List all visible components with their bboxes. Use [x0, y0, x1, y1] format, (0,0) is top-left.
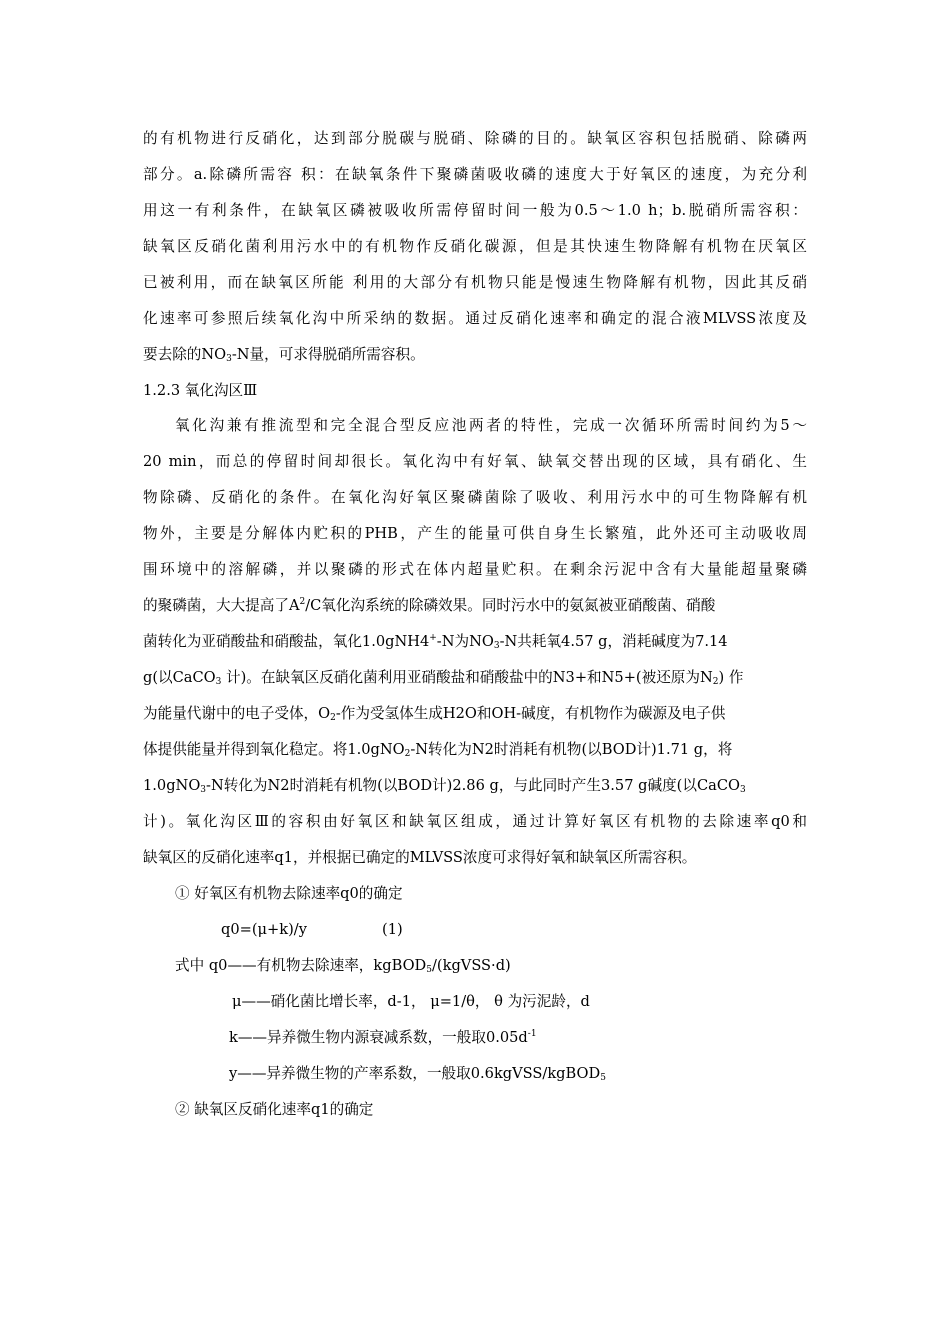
- text-line: k——异养微生物内源衰减系数，一般取$0.05d^{-1}$: [229, 1029, 537, 1046]
- text-line: y——异养微生物的产率系数，一般取0.6kgVSS/kgBOD$_5$: [229, 1065, 606, 1083]
- text-line: 要去除的$NO_3-N$量，可求得脱硝所需容积。: [143, 346, 425, 364]
- text-line: 计)。氧化沟区Ⅲ的容积由好氧区和缺氧区组成，通过计算好氧区有机物的去除速率q0和: [143, 813, 807, 830]
- text-line: 化速率可参照后续氧化沟中所采纳的数据。通过反硝化速率和确定的混合液MLVSS浓度及: [143, 310, 807, 327]
- text-line: 物外，主要是分解体内贮积的PHB，产生的能量可供自身生长繁殖，此外还可主动吸收周: [143, 525, 807, 542]
- text-line: μ——硝化菌比增长率，d-1， μ=1/θ， θ 为污泥龄，d: [232, 993, 590, 1010]
- text-line: 20 min，而总的停留时间却很长。氧化沟中有好氧、缺氧交替出现的区域，具有硝化、生: [143, 453, 807, 470]
- text-line: 菌转化为亚硝酸盐和硝酸盐，氧化1.0gNH4+-N为$NO_3-N$共耗氧4.57 g，消耗碱度为7.14: [143, 633, 728, 651]
- text-line: 缺氧区的反硝化速率q1，并根据已确定的MLVSS浓度可求得好氧和缺氧区所需容积。: [143, 849, 697, 866]
- text-line: 缺氧区反硝化菌利用污水中的有机物作反硝化碳源，但是其快速生物降解有机物在厌氧区: [143, 238, 807, 255]
- text-line: 物除磷、反硝化的条件。在氧化沟好氧区聚磷菌除了吸收、利用污水中的可生物降解有机: [143, 489, 807, 506]
- text-line: g(以CaCO$_3$ 计)。在缺氧区反硝化菌利用亚硝酸盐和硝酸盐中的N3+和N5+(被还原为$N_2$) 作: [143, 669, 744, 687]
- text-line: 部分。a.除磷所需容 积：在缺氧条件下聚磷菌吸收磷的速度大于好氧区的速度，为充分利: [143, 166, 807, 183]
- text-line: 式中 q0——有机物去除速率，kgBOD$_5$/(kgVSS·d): [175, 957, 511, 975]
- text-line: 的聚磷菌，大大提高了$A^2/C$氧化沟系统的除磷效果。同时污水中的氨氮被亚硝酸菌、硝酸: [143, 597, 716, 614]
- text-line: 氧化沟兼有推流型和完全混合型反应池两者的特性，完成一次循环所需时间约为5～: [175, 417, 807, 434]
- text-line: 已被利用，而在缺氧区所能 利用的大部分有机物只能是慢速生物降解有机物，因此其反硝: [143, 274, 807, 291]
- text-line: 用这一有利条件，在缺氧区磷被吸收所需停留时间一般为0.5～1.0 h；b.脱硝所需容积：: [143, 202, 807, 219]
- section-heading: 1.2.3 氧化沟区Ⅲ: [143, 382, 258, 399]
- text-line: 围环境中的溶解磷，并以聚磷的形式在体内超量贮积。在剩余污泥中含有大量能超量聚磷: [143, 561, 807, 578]
- text-line: 的有机物进行反硝化，达到部分脱碳与脱硝、除磷的目的。缺氧区容积包括脱硝、除磷两: [143, 130, 807, 147]
- text-line: 为能量代谢中的电子受体，$O_2-$作为受氢体生成H2O和OH-碱度，有机物作为碳源及电子供: [143, 705, 726, 723]
- formula: q0=(μ+k)/y: [221, 921, 307, 938]
- text-line: 体提供能量并得到氧化稳定。将1.0gNO$_2$-N转化为N2时消耗有机物(以BOD计)1.71 g，将: [143, 741, 733, 759]
- text-line: 1.0gNO$_3$-N转化为N2时消耗有机物(以BOD计)2.86 g，与此同时产生3.57 g碱度(以CaCO$_3$: [143, 777, 746, 795]
- formula-number: (1): [382, 921, 403, 938]
- list-item: ② 缺氧区反硝化速率q1的确定: [175, 1101, 374, 1118]
- list-item: ① 好氧区有机物去除速率q0的确定: [175, 885, 403, 902]
